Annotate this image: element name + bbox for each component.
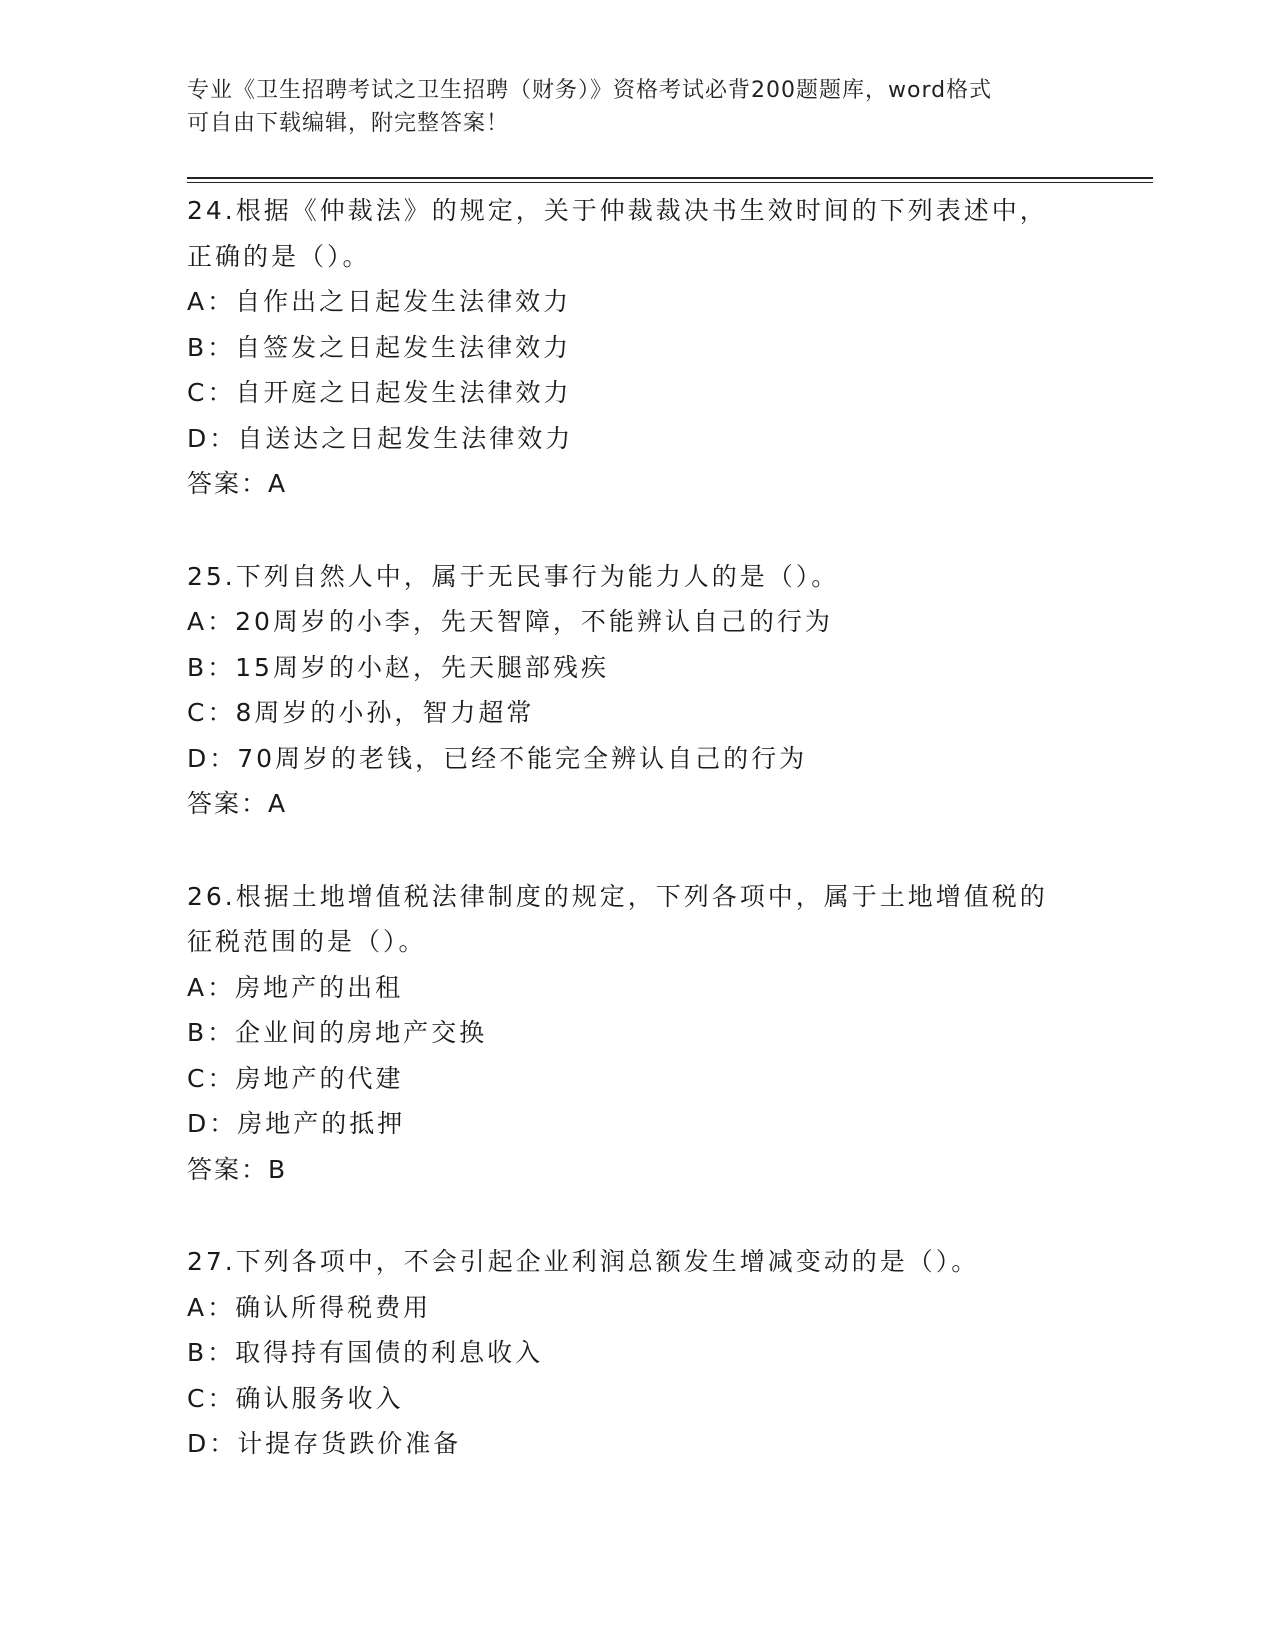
answer-label: 答案： [187,469,269,498]
answer-value: A [268,469,287,498]
answer-option: A：20周岁的小李，先天智障，不能辨认自己的行为 [187,607,833,636]
answer-option: C：房地产的代建 [187,1063,404,1093]
question-stem-line: 27.下列各项中，不会引起企业利润总额发生增减变动的是（）。 [187,1247,980,1276]
question-block [187,874,1127,1193]
answer-option: D：70周岁的老钱，已经不能完全辨认自己的行为 [187,743,808,773]
answer-line [187,461,1127,507]
header-divider-thick [187,177,1153,179]
header-line-2: 可自由下载编辑，附完整答案！ [187,111,510,136]
question-block [187,1239,1127,1467]
answer-option: D：房地产的抵押 [187,1109,406,1138]
answer-option: C：自开庭之日起发生法律效力 [187,378,572,407]
answer-option: A：房地产的出租 [187,972,404,1002]
answer-value: A [268,789,287,818]
answer-option: A：自作出之日起发生法律效力 [187,287,572,316]
answer-line [187,1147,1127,1193]
header-divider-thin [187,182,1153,183]
question-block [187,554,1127,827]
question-stem-line: 24.根据《仲裁法》的规定，关于仲裁裁决书生效时间的下列表述中， [187,196,1048,225]
answer-option: B：企业间的房地产交换 [187,1018,488,1047]
question-block [187,188,1127,507]
answer-option: C：8周岁的小孙，智力超常 [187,698,535,727]
question-stem-line: 26.根据土地增值税法律制度的规定，下列各项中，属于土地增值税的 [187,881,1048,911]
question-stem-line: 征税范围的是（）。 [187,927,427,956]
header-line-1: 专业《卫生招聘考试之卫生招聘（财务）》资格考试必背200题题库，word格式 [187,78,993,103]
document-header [187,74,1067,140]
answer-option: B：自签发之日起发生法律效力 [187,332,572,362]
answer-option: D：计提存货跌价准备 [187,1429,462,1458]
answer-option: B：15周岁的小赵，先天腿部残疾 [187,652,609,682]
answer-option: C：确认服务收入 [187,1383,404,1413]
answer-label: 答案： [187,1154,269,1184]
answer-option: B：取得持有国债的利息收入 [187,1338,544,1367]
question-stem-line: 正确的是（）。 [187,241,371,271]
answer-value: B [268,1154,287,1184]
question-stem-line: 25.下列自然人中，属于无民事行为能力人的是（）。 [187,561,840,591]
answer-line [187,781,1127,827]
question-list [187,188,1127,1514]
answer-option: A：确认所得税费用 [187,1292,432,1322]
answer-option: D：自送达之日起发生法律效力 [187,423,574,453]
answer-label: 答案： [187,789,269,818]
